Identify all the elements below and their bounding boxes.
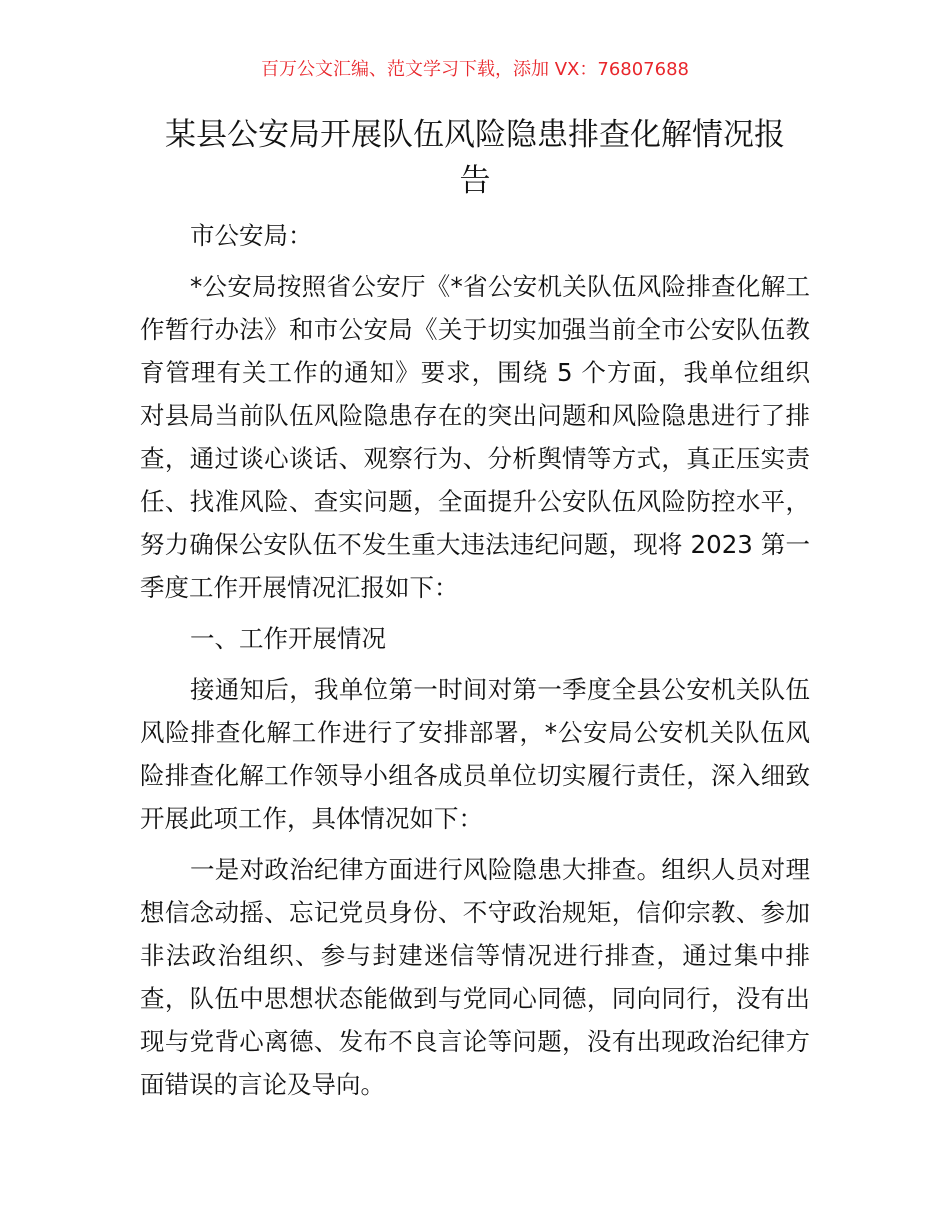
section-heading bbox=[140, 617, 810, 660]
text-line: *公安局按照省公安厅《*省公安机关队伍风险排查化解工 bbox=[190, 272, 810, 301]
text-line: 查，通过谈心谈话、观察行为、分析舆情等方式，真正压实责 bbox=[140, 444, 810, 473]
text-line: 非法政治组织、参与封建迷信等情况进行排查，通过集中排 bbox=[140, 941, 810, 970]
text-line: 想信念动摇、忘记党员身份、不守政治规矩，信仰宗教、参加 bbox=[140, 898, 810, 927]
title-line: 某县公安局开展队伍风险隐患排查化解情况报 bbox=[165, 117, 785, 153]
text-line: 作暂行办法》和市公安局《关于切实加强当前全市公安队伍教 bbox=[140, 315, 810, 344]
text-line: 接通知后，我单位第一时间对第一季度全县公安机关队伍 bbox=[190, 675, 810, 704]
text-line: 风险排查化解工作进行了安排部署，*公安局公安机关队伍风 bbox=[140, 718, 810, 747]
text-line: 一、工作开展情况 bbox=[190, 624, 386, 653]
salutation: 市公安局： bbox=[190, 221, 313, 250]
salutation-paragraph bbox=[140, 214, 810, 257]
text-line: 险排查化解工作领导小组各成员单位切实履行责任，深入细致 bbox=[140, 761, 810, 790]
text-line: 面错误的言论及导向。 bbox=[140, 1070, 385, 1099]
text-line: 查，队伍中思想状态能做到与党同心同德，同向同行，没有出 bbox=[140, 984, 810, 1013]
text-line: 开展此项工作，具体情况如下： bbox=[140, 804, 483, 833]
watermark-banner: 百万公文汇编、范文学习下载，添加 VX：76807688 bbox=[261, 59, 689, 80]
text-line: 现与党背心离德、发布不良言论等问题，没有出现政治纪律方 bbox=[140, 1027, 810, 1056]
text-line: 育管理有关工作的通知》要求，围绕 5 个方面，我单位组织 bbox=[140, 358, 810, 387]
text-line: 一是对政治纪律方面进行风险隐患大排查。组织人员对理 bbox=[190, 855, 810, 884]
title-line: 告 bbox=[459, 163, 491, 199]
text-line: 季度工作开展情况汇报如下： bbox=[140, 573, 459, 602]
text-line: 对县局当前队伍风险隐患存在的突出问题和风险隐患进行了排 bbox=[140, 401, 810, 430]
paragraph bbox=[140, 265, 810, 609]
text-line: 任、找准风险、查实问题，全面提升公安队伍风险防控水平， bbox=[140, 487, 810, 516]
document-body bbox=[140, 214, 810, 1114]
document-title bbox=[140, 112, 810, 204]
text-line: 努力确保公安队伍不发生重大违法违纪问题，现将 2023 第一 bbox=[140, 530, 810, 559]
paragraph bbox=[140, 848, 810, 1106]
paragraph bbox=[140, 668, 810, 840]
